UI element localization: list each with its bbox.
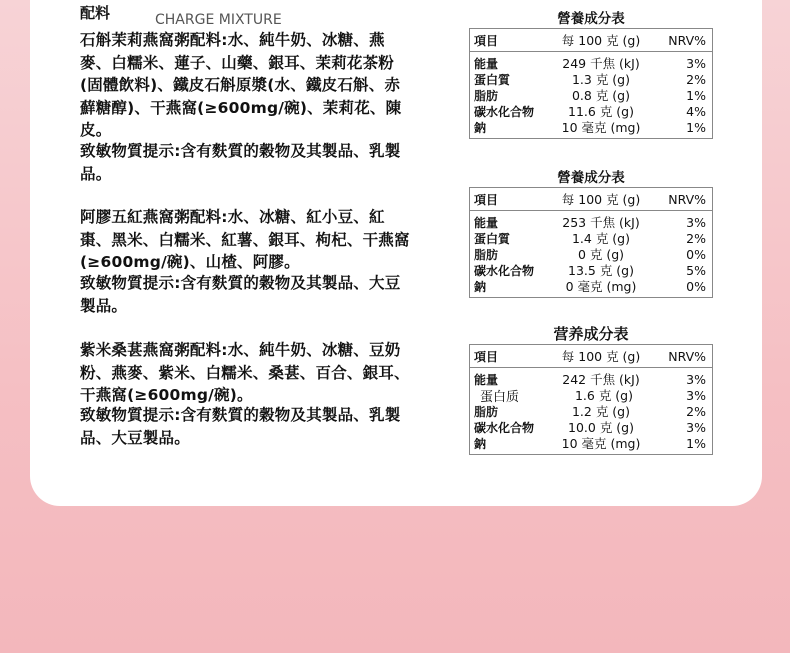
row-value: 10 毫克 (mg)	[561, 436, 641, 451]
row-nrv: 1%	[686, 435, 706, 451]
row-label: 能量	[474, 56, 499, 71]
row-value: 253 千焦 (kJ)	[562, 215, 640, 230]
row-label: 蛋白質	[474, 231, 511, 246]
row-value: 1.3 克 (g)	[571, 72, 630, 87]
header-per100g: 每 100 克 (g)	[561, 33, 641, 48]
row-label: 鈉	[474, 120, 487, 135]
nutrition-table-1-title: 營養成分表	[557, 11, 625, 27]
header-item: 項目	[474, 33, 499, 48]
header-item: 項目	[474, 349, 499, 364]
row-nrv: 0%	[686, 246, 706, 262]
row-label: 能量	[474, 215, 499, 230]
row-nrv: 3%	[686, 55, 706, 71]
table-header-row	[470, 188, 712, 211]
table-row	[470, 119, 712, 135]
row-nrv: 2%	[686, 230, 706, 246]
row-nrv: 5%	[686, 262, 706, 278]
row-value: 1.4 克 (g)	[571, 231, 630, 246]
row-nrv: 3%	[686, 371, 706, 387]
product-2-ingredients: 阿膠五紅燕窩粥配料:水、冰糖、紅小豆、紅棗、黑米、白糯米、紅薯、銀耳、枸杞、干燕窩(≥600mg/碗)、山楂、阿膠。	[80, 208, 410, 271]
row-label: 鈉	[474, 279, 487, 294]
row-nrv: 1%	[686, 119, 706, 135]
table-row	[470, 230, 712, 246]
header-item: 項目	[474, 192, 499, 207]
table-header-row	[470, 345, 712, 368]
section-title: 配料	[80, 4, 111, 22]
row-label: 蛋白质	[480, 389, 520, 405]
table-header-row	[470, 29, 712, 52]
row-nrv: 3%	[686, 214, 706, 230]
row-value: 242 千焦 (kJ)	[562, 372, 640, 387]
row-label: 碳水化合物	[474, 263, 535, 278]
row-value: 0 克 (g)	[577, 247, 625, 262]
table-row	[470, 387, 712, 403]
table-row	[470, 262, 712, 278]
row-nrv: 2%	[686, 71, 706, 87]
table-row	[470, 435, 712, 451]
row-nrv: 0%	[686, 278, 706, 294]
table-row	[470, 403, 712, 419]
nutrition-table-3-title: 营养成分表	[553, 325, 629, 343]
row-nrv: 4%	[686, 103, 706, 119]
row-value: 10 毫克 (mg)	[561, 120, 641, 135]
table-row	[470, 214, 712, 230]
product-1-ingredients: 石斛茉莉燕窩粥配料:水、純牛奶、冰糖、燕麥、白糯米、蓮子、山藥、銀耳、茉莉花茶粉(固體飲料)、鐵皮石斛原漿(水、鐵皮石斛、赤蘚糖醇)、干燕窩(≥600mg/碗)、茉莉花、陳皮。	[80, 31, 402, 139]
row-nrv: 2%	[686, 403, 706, 419]
section-subtitle: CHARGE MIXTURE	[155, 12, 282, 28]
table-row	[470, 87, 712, 103]
row-value: 0 毫克 (mg)	[565, 279, 637, 294]
table-row	[470, 278, 712, 294]
product-1-allergen: 致敏物質提示:含有麩質的穀物及其製品、乳製品。	[80, 142, 401, 183]
row-label: 鈉	[474, 436, 487, 451]
header-per100g: 每 100 克 (g)	[561, 192, 641, 207]
nutrition-table-2-title: 營養成分表	[557, 170, 625, 186]
table-row	[470, 71, 712, 87]
nutrition-table-1	[469, 28, 713, 139]
nutrition-table-2	[469, 187, 713, 298]
product-3-ingredients: 紫米桑葚燕窩粥配料:水、純牛奶、冰糖、豆奶粉、燕麥、紫米、白糯米、桑葚、百合、銀耳、干燕窩(≥600mg/碗)。	[80, 341, 410, 404]
row-value: 13.5 克 (g)	[568, 263, 634, 278]
row-value: 10.0 克 (g)	[568, 420, 634, 435]
header-nrv: NRV%	[668, 32, 706, 48]
table-row	[470, 246, 712, 262]
row-value: 11.6 克 (g)	[568, 104, 634, 119]
header-nrv: NRV%	[668, 348, 706, 364]
row-label: 脂肪	[474, 88, 499, 103]
header-nrv: NRV%	[668, 191, 706, 207]
nutrition-table-3	[469, 344, 713, 455]
row-label: 蛋白質	[474, 72, 511, 87]
row-value: 0.8 克 (g)	[571, 88, 630, 103]
row-value: 249 千焦 (kJ)	[562, 56, 640, 71]
row-label: 碳水化合物	[474, 420, 535, 435]
table-row	[470, 55, 712, 71]
header-per100g: 每 100 克 (g)	[561, 349, 641, 364]
row-value: 1.6 克 (g)	[574, 388, 633, 403]
product-2-allergen: 致敏物質提示:含有麩質的穀物及其製品、大豆製品。	[80, 274, 401, 315]
row-label: 碳水化合物	[474, 104, 535, 119]
row-label: 脂肪	[474, 247, 499, 262]
table-row	[470, 103, 712, 119]
row-label: 能量	[474, 372, 499, 387]
row-value: 1.2 克 (g)	[571, 404, 630, 419]
product-3-allergen: 致敏物質提示:含有麩質的穀物及其製品、乳製品、大豆製品。	[80, 406, 401, 447]
table-row	[470, 419, 712, 435]
row-nrv: 3%	[686, 387, 706, 403]
row-label: 脂肪	[474, 404, 499, 419]
row-nrv: 1%	[686, 87, 706, 103]
row-nrv: 3%	[686, 419, 706, 435]
